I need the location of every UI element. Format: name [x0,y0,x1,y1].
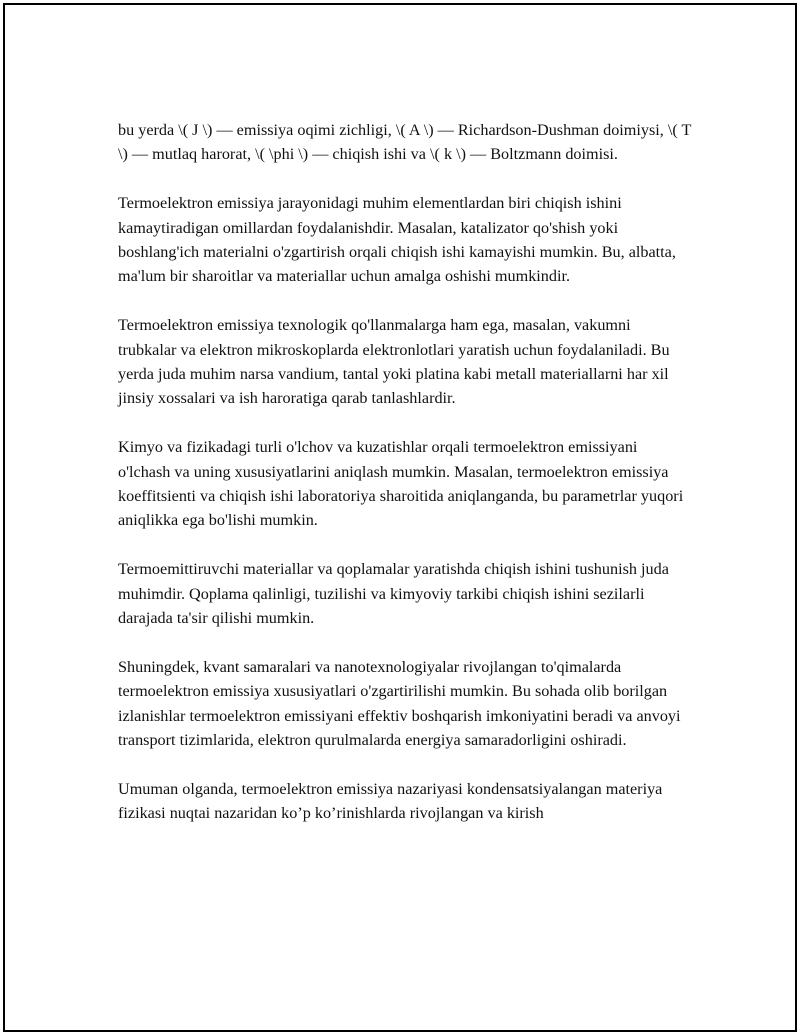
paragraph-conclusion: Umuman olganda, termoelektron emissiya nazariyasi kondensatsiyalangan materiya fizikasi nuqtai nazaridan ko’p ko’rinishlarda rivojlangan va kirish [118,779,663,823]
paragraph-quantum-effects: Shuningdek, kvant samaralari va nanotexnologiyalar rivojlangan to'qimalarda termoelektron emissiya xususiyatlari o'zgartirilishi mumkin. Bu sohada olib borilgan izlanishlar termoelektron emissiyani effektiv boshqarish imkoniyatini beradi va anvoyi transport tizimlarida, elektron qurulmalarda energiya samaradorligini oshiradi. [118,657,681,750]
paragraph-technological-applications: Termoelektron emissiya texnologik qo'llanmalarga ham ega, masalan, vakumni trubkalar va elektron mikroskoplarda elektronlotlari yaratish uchun foydalaniladi. Bu yerda juda muhim narsa vandium, tantal yoki platina kabi metall materiallarni har xil jinsiy xossalari va ish haroratiga qarab tanlashlardir. [118,316,670,408]
paragraph-coatings: Termoemittiruvchi materiallar va qoplamalar yaratishda chiqish ishini tushunish juda muhimdir. Qoplama qalinligi, tuzilishi va kimyoviy tarkibi chiqish ishini sezilarli darajada ta'sir qilishi mumkin. [118,560,669,628]
paragraph-work-function-reduction: Termoelektron emissiya jarayonidagi muhim elementlardan biri chiqish ishini kamaytiradigan omillardan foydalanishdir. Masalan, katalizator qo'shish yoki boshlang'ich materialni o'zgartirish orqali chiqish ishi kamayishi mumkin. Bu, albatta, ma'lum bir sharoitlar va materiallar uchun amalga oshishi mumkindir. [118,194,676,286]
paragraph-measurement: Kimyo va fizikadagi turli o'lchov va kuzatishlar orqali termoelektron emissiyani o'lchash va uning xususiyatlarini aniqlash mumkin. Masalan, termoelektron emissiya koeffitsienti va chiqish ishi laboratoriya sharoitida aniqlanganda, bu parametrlar yuqori aniqlikka ega bo'lishi mumkin. [118,438,684,530]
document-body [118,118,693,850]
paragraph-formula-definitions: bu yerda \( J \) — emissiya oqimi zichligi, \( A \) — Richardson-Dushman doimiysi, \( T \) — mutlaq harorat, \( \phi \) — chiqish ishi va \( k \) — Boltzmann doimisi. [118,121,692,164]
